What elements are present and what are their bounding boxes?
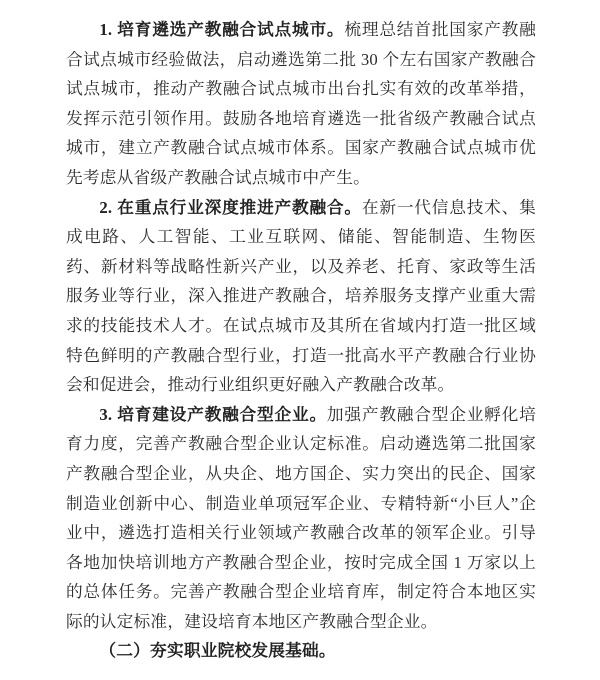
paragraph-3-lead: 3. 培育建设产教融合型企业。: [99, 404, 327, 424]
paragraph-3-body: 加强产教融合型企业孵化培育力度，完善产教融合型企业认定标准。启动遴选第二批国家产教融合型企业，从央企、地方国企、实力突出的民企、国家制造业创新中心、制造业单项冠军企业、专精特新“小巨人”企业中，遴选打造相关行业领域产教融合改革的领军企业。引导各地加快培训地方产教融合型企业，按时完成全国 1 万家以上的总体任务。完善产教融合型企业培育库，制定符合本地区实际的认定标准，建设培育本地区产教融合型企业。: [66, 404, 536, 631]
section-heading: [66, 636, 536, 666]
paragraph-2-body: 在新一代信息技术、集成电路、人工智能、工业互联网、储能、智能制造、生物医药、新材料等战略性新兴产业，以及养老、托育、家政等生活服务业等行业，深入推进产教融合，培养服务支撑产业重大需求的技能技术人才。在试点城市及其所在省域内打造一批区域特色鲜明的产教融合型行业，打造一批高水平产教融合行业协会和促进会，推动行业组织更好融入产教融合改革。: [66, 197, 537, 395]
paragraph-2-lead: 2. 在重点行业深度推进产教融合。: [99, 197, 362, 217]
numbered-paragraph-2: [66, 193, 536, 400]
section-heading-text: （二）夯实职业院校发展基础。: [99, 641, 336, 661]
paragraph-1-body: 梳理总结首批国家产教融合试点城市经验做法，启动遴选第二批 30 个左右国家产教融合试点城市，推动产教融合试点城市出台扎实有效的改革举措，发挥示范引领作用。鼓励各地培育遴选一批省级产教融合试点城市，建立产教融合试点城市体系。国家产教融合试点城市优先考虑从省级产教融合试点城市中产生。: [66, 20, 536, 187]
numbered-paragraph-1: [66, 15, 536, 193]
numbered-paragraph-3: [66, 400, 536, 637]
paragraph-1-lead: 1. 培育遴选产教融合试点城市。: [99, 20, 345, 39]
